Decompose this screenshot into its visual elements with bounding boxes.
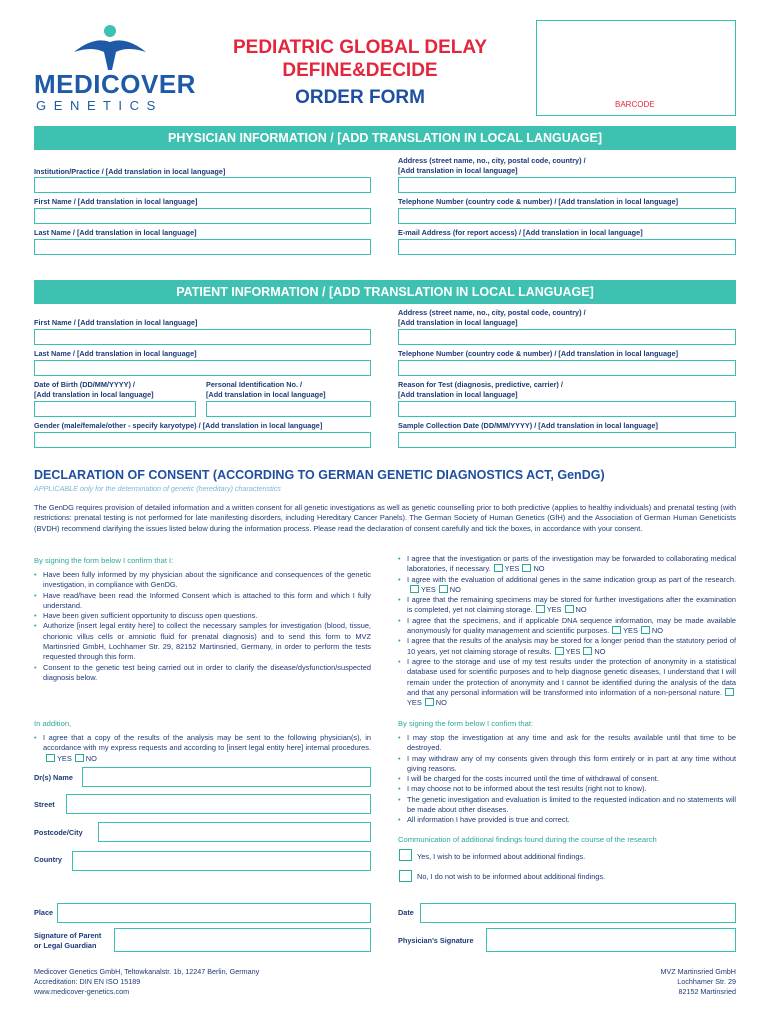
findings-heading: Communication of additional findings found during the course of the research [398, 835, 657, 844]
footer-left [34, 967, 259, 997]
parent-signature-input[interactable] [114, 928, 371, 952]
list-item: • I agree to the storage and use of my test results under the protection of anonymity in a statistical database used for scientific purposes and to help diagnose genetic diseases, I understand that I will remain under the protection of anonymity and I cannot be identified during the analysis of the data and that any personal information will be transformed into information of a non-personal nature.YES NO [398, 657, 736, 708]
country-input[interactable] [72, 851, 371, 871]
date-input[interactable] [420, 903, 736, 923]
findings-yes-checkbox[interactable] [399, 849, 412, 861]
list-item: • I will be charged for the costs incurred until the time of withdrawal of consent. [398, 774, 736, 784]
list-item: • I agree with the evaluation of additional genes in the same indication group as part of the research.YES NO [398, 575, 736, 596]
addition-heading: In addition, [34, 719, 72, 728]
list-item: • I agree that a copy of the results of the analysis may be sent to the following physician(s), in accordance with my express requests and according to [insert legal entity here] internal procedures.YES NO [34, 733, 371, 764]
agree-storage-yes-checkbox[interactable] [536, 605, 545, 613]
agree-database-yes-checkbox[interactable] [725, 688, 734, 696]
physician-first-name-label: First Name / [Add translation in local language] [34, 197, 198, 206]
parent-signature-label-2: or Legal Guardian [34, 941, 97, 950]
copy-results-no-checkbox[interactable] [75, 754, 84, 762]
dr-name-label: Dr(s) Name [34, 773, 73, 782]
patient-pid-input[interactable] [206, 401, 371, 417]
agree-longer-yes-checkbox[interactable] [555, 647, 564, 655]
country-label: Country [34, 855, 62, 864]
physician-telephone-label: Telephone Number (country code & number) / [Add translation in local language] [398, 197, 679, 206]
footer-accreditation: Accreditation: DIN EN ISO 15189 [34, 977, 141, 986]
physician-address-label-1: Address (street name, no., city, postal code, country) / [398, 156, 586, 165]
dr-name-input[interactable] [82, 767, 371, 787]
brand-subtitle: G E N E T I C S [36, 98, 158, 113]
consent-subtitle: APPLICABLE only for the determination of genetic (hereditary) characteristics [34, 484, 281, 493]
patient-sample-date-input[interactable] [398, 432, 736, 448]
footer-right [661, 967, 736, 997]
physician-address-input[interactable] [398, 177, 736, 193]
consent-title: DECLARATION OF CONSENT (ACCORDING TO GERMAN GENETIC DIAGNOSTICS ACT, GenDG) [34, 468, 605, 482]
patient-reason-label-1: Reason for Test (diagnosis, predictive, carrier) / [398, 380, 563, 389]
form-title-line1: PEDIATRIC GLOBAL DELAY [232, 37, 488, 58]
medicover-logo-icon [34, 22, 184, 72]
left-confirm-list [34, 570, 371, 683]
right-agree-list [398, 554, 736, 708]
list-item: • Have read/have been read the Informed Consent which is attached to this form and which I fully understand. [34, 591, 371, 612]
agree-anonymous-yes-checkbox[interactable] [612, 626, 621, 634]
street-input[interactable] [66, 794, 371, 814]
patient-gender-input[interactable] [34, 432, 371, 448]
findings-no-label: No, I do not wish to be informed about additional findings. [417, 872, 606, 881]
copy-results-yes-checkbox[interactable] [46, 754, 55, 762]
patient-dob-label-2: [Add translation in local language] [34, 390, 154, 399]
findings-no-checkbox[interactable] [399, 870, 412, 882]
postcode-label: Postcode/City [34, 828, 83, 837]
physician-first-name-input[interactable] [34, 208, 371, 224]
form-title-line3: ORDER FORM [295, 87, 425, 108]
patient-address-label-1: Address (street name, no., city, postal code, country) / [398, 308, 586, 317]
agree-genes-yes-checkbox[interactable] [410, 585, 419, 593]
footer-lab-name: MVZ Martinsried GmbH [660, 967, 736, 976]
patient-last-name-input[interactable] [34, 360, 371, 376]
list-item: • I agree that the investigation or parts of the investigation may be forwarded to collaborating medical laboratories, if necessary. YES NO [398, 554, 736, 575]
patient-reason-label-2: [Add translation in local language] [398, 390, 518, 399]
parent-signature-label-1: Signature of Parent [34, 931, 102, 940]
list-item: • All information I have provided is true and correct. [398, 815, 736, 825]
list-item: • I agree that the remaining specimens may be stored for further investigations after the examination is completed, yet not claiming storage. YES NO [398, 595, 736, 616]
list-item: • I may stop the investigation at any time and ask for the results available until that time to be destroyed. [398, 733, 736, 754]
physician-section-header: PHYSICIAN INFORMATION / [ADD TRANSLATION IN LOCAL LANGUAGE] [34, 126, 736, 150]
form-title-line2: DEFINE&DECIDE [282, 60, 438, 81]
street-label: Street [34, 800, 55, 809]
list-item: • I may choose not to be informed about the test results (right not to know). [398, 784, 736, 794]
list-item: • Consent to the genetic test being carried out in order to clarify the disease/dysfunction/suspected diagnosis below. [34, 663, 371, 684]
agree-longer-no-checkbox[interactable] [583, 647, 592, 655]
patient-section-header: PATIENT INFORMATION / [ADD TRANSLATION IN LOCAL LANGUAGE] [34, 280, 736, 304]
list-item: • Have been fully informed by my physician about the significance and consequences of the genetic investigation, in compliance with GenDG. [34, 570, 371, 591]
left-confirm-heading: By signing the form below I confirm that I: [34, 556, 174, 565]
physician-email-label: E-mail Address (for report access) / [Add translation in local language] [398, 228, 643, 237]
list-item: • The genetic investigation and evaluation is limited to the requested indication and no statements will be made about other diseases. [398, 795, 736, 816]
addition-list [34, 733, 371, 764]
physician-signature-input[interactable] [486, 928, 736, 952]
physician-address-label-2: [Add translation in local language] [398, 166, 518, 175]
agree-forward-yes-checkbox[interactable] [494, 564, 503, 572]
patient-sample-date-label: Sample Collection Date (DD/MM/YYYY) / [Add translation in local language] [398, 421, 658, 430]
physician-signature-label: Physician's Signature [398, 936, 474, 945]
agree-storage-no-checkbox[interactable] [565, 605, 574, 613]
patient-first-name-label: First Name / [Add translation in local language] [34, 318, 198, 327]
patient-dob-input[interactable] [34, 401, 196, 417]
patient-address-label-2: [Add translation in local language] [398, 318, 518, 327]
agree-forward-no-checkbox[interactable] [522, 564, 531, 572]
right-confirm-heading: By signing the form below I confirm that: [398, 719, 534, 728]
patient-telephone-label: Telephone Number (country code & number) / [Add translation in local language] [398, 349, 679, 358]
patient-first-name-input[interactable] [34, 329, 371, 345]
list-item: • Have been given sufficient opportunity to discuss open questions. [34, 611, 371, 621]
findings-yes-label: Yes, I wish to be informed about additional findings. [417, 852, 586, 861]
agree-anonymous-no-checkbox[interactable] [641, 626, 650, 634]
date-label: Date [398, 908, 414, 917]
agree-database-no-checkbox[interactable] [425, 698, 434, 706]
patient-last-name-label: Last Name / [Add translation in local language] [34, 349, 197, 358]
right-confirm-list [398, 733, 736, 826]
patient-address-input[interactable] [398, 329, 736, 345]
consent-intro: The GenDG requires provision of detailed information and a written consent for all genetic investigations as well as genetic counselling prior to both predictive (applies to healthy individuals) and prenatal testing (with restrictions: prenatal testing is not performed for late manifesting disorders, including Hereditary Cancer Panels). The German Society of Human Genetics (GfH) and the Association of German Human Geneticists (BVDH) recommend clarifying the issues listed below during the information process. Please read the declaration of consent carefully and tick the boxes, in accordance with your consent. [34, 503, 736, 533]
place-label: Place [34, 908, 54, 917]
physician-last-name-input[interactable] [34, 239, 371, 255]
physician-institution-input[interactable] [34, 177, 371, 193]
footer-lab-street: Lochhamer Str. 29 [677, 977, 736, 986]
patient-reason-input[interactable] [398, 401, 736, 417]
place-input[interactable] [57, 903, 371, 923]
footer-website-link[interactable]: www.medicover-genetics.com [34, 987, 130, 996]
physician-telephone-input[interactable] [398, 208, 736, 224]
logo [34, 22, 196, 113]
list-item: • Authorize [insert legal entity here] to collect the necessary samples for investigation (blood, tissue, chorionic villus cells or amniotic fluid for prenatal diagnosis) and to send this form to MVZ Martinsried GmbH, Lochhamer Str. 29, 82152 Martinsried, Germany, in order to perform the tests requested through this form. [34, 621, 371, 662]
brand-name: MEDICOVER [34, 69, 196, 99]
patient-pid-label-1: Personal Identification No. / [206, 380, 303, 389]
physician-last-name-label: Last Name / [Add translation in local language] [34, 228, 197, 237]
list-item: • I may withdraw any of my consents given through this form entirely or in part at any time without giving reasons. [398, 754, 736, 775]
barcode-label: BARCODE [615, 100, 655, 109]
patient-gender-label: Gender (male/female/other - specify karyotype) / [Add translation in local language] [34, 421, 323, 430]
list-item: • I agree that the specimens, and if applicable DNA sequence information, may be made available anonymously for quality management and scientific purposes. YES NO [398, 616, 736, 637]
footer-lab-city: 82152 Martinsried [678, 987, 736, 996]
patient-pid-label-2: [Add translation in local language] [206, 390, 326, 399]
agree-genes-no-checkbox[interactable] [439, 585, 448, 593]
patient-dob-label-1: Date of Birth (DD/MM/YYYY) / [34, 380, 135, 389]
physician-institution-label: Institution/Practice / [Add translation in local language] [34, 167, 226, 176]
patient-telephone-input[interactable] [398, 360, 736, 376]
list-item: • I agree that the results of the analysis may be stored for a longer period than the statutory period of 10 years, yet not claiming storage of results. YES NO [398, 636, 736, 657]
footer-company-address: Medicover Genetics GmbH, Teltowkanalstr. 1b, 12247 Berlin, Germany [34, 967, 260, 976]
physician-email-input[interactable] [398, 239, 736, 255]
postcode-input[interactable] [98, 822, 371, 842]
